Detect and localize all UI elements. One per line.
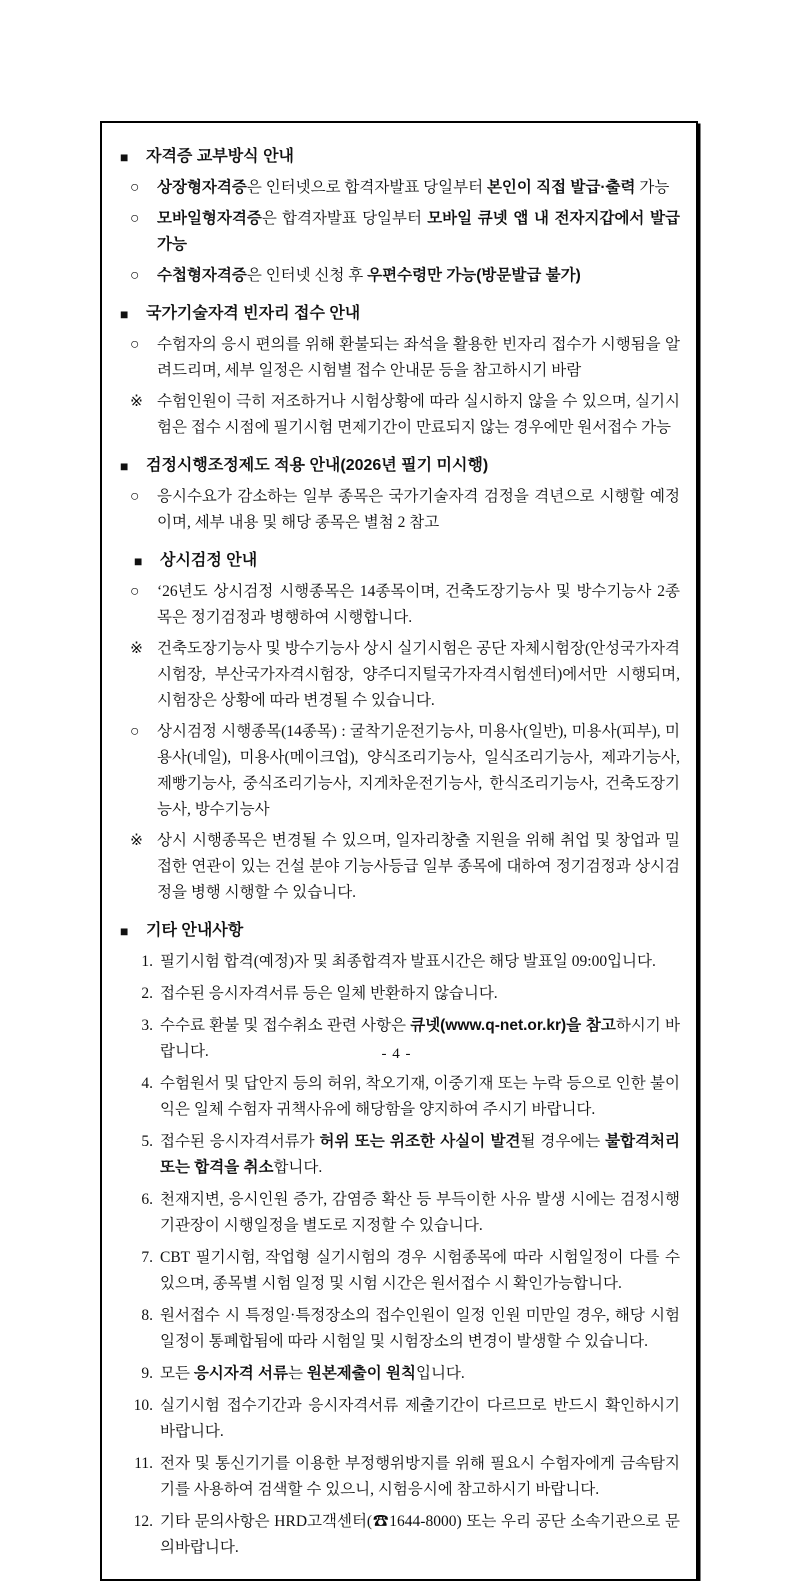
numbered-item <box>120 1071 680 1123</box>
circle-bullet-icon: ○ <box>130 336 140 353</box>
bullet-item <box>120 263 680 289</box>
block-text: 국가기술자격 빈자리 접수 안내 <box>146 305 361 322</box>
block-text: 모든 응시자격 서류는 원본제출이 원칙입니다. <box>160 1365 465 1382</box>
item-number: 10. <box>133 1397 153 1414</box>
block-text: 검정시행조정제도 적용 안내(2026년 필기 미시행) <box>146 457 489 474</box>
reference-mark-icon: ※ <box>130 832 143 849</box>
block-text: 모바일형자격증은 합격자발표 당일부터 모바일 큐넷 앱 내 전자지갑에서 발급 가능 <box>157 210 680 253</box>
numbered-item <box>120 1451 680 1503</box>
reference-mark-icon: ※ <box>130 393 143 410</box>
numbered-item <box>120 949 680 975</box>
block-text: 전자 및 통신기기를 이용한 부정행위방지를 위해 필요시 수험자에게 금속탐지기를 사용하여 검색할 수 있으니, 시험응시에 참고하시기 바랍니다. <box>160 1455 680 1498</box>
block-text: 자격증 교부방식 안내 <box>146 148 294 165</box>
bullet-item <box>120 332 680 384</box>
note-item <box>120 636 680 714</box>
section-heading <box>120 919 680 943</box>
block-text: 상시검정 시행종목(14종목) : 굴착기운전기능사, 미용사(일반), 미용사(피부), 미용사(네일), 미용사(메이크업), 양식조리기능사, 일식조리기능사, 제과기능사, 제빵기능사, 중식조리기능사, 지게차운전기능사, 한식조리기능사, 건축도장기능사, 방수기능사 <box>157 723 680 818</box>
item-number: 12. <box>133 1513 153 1530</box>
section-heading <box>134 549 680 573</box>
circle-bullet-icon: ○ <box>130 179 140 196</box>
square-bullet-icon: ■ <box>134 553 143 569</box>
item-number: 6. <box>141 1191 153 1208</box>
block-text: 실기시험 접수기간과 응시자격서류 제출기간이 다르므로 반드시 확인하시기 바랍니다. <box>160 1397 680 1440</box>
item-number: 9. <box>141 1365 153 1382</box>
numbered-item <box>120 1245 680 1297</box>
note-item <box>120 828 680 906</box>
numbered-item <box>120 1393 680 1445</box>
block-text: 접수된 응시자격서류가 허위 또는 위조한 사실이 발견될 경우에는 불합격처리 또는 합격을 취소합니다. <box>160 1133 681 1176</box>
page-number: - 4 - <box>381 1046 412 1062</box>
numbered-item <box>120 1361 680 1387</box>
circle-bullet-icon: ○ <box>130 267 140 284</box>
section-heading <box>120 145 680 169</box>
numbered-item <box>120 1303 680 1355</box>
square-bullet-icon: ■ <box>120 923 129 939</box>
block-text: CBT 필기시험, 작업형 실기시험의 경우 시험종목에 따라 시험일정이 다를 수 있으며, 종목별 시험 일정 및 시험 시간은 원서접수 시 확인가능합니다. <box>160 1249 680 1292</box>
item-number: 11. <box>134 1455 153 1472</box>
item-number: 7. <box>141 1249 153 1266</box>
bullet-item <box>120 719 680 823</box>
block-text: 상장형자격증은 인터넷으로 합격자발표 당일부터 본인이 직접 발급·출력 가능 <box>157 179 670 196</box>
block-text: ‘26년도 상시검정 시행종목은 14종목이며, 건축도장기능사 및 방수기능사 2종목은 정기검정과 병행하여 시행합니다. <box>157 583 680 626</box>
item-number: 4. <box>141 1075 153 1092</box>
block-text: 기타 안내사항 <box>146 922 244 939</box>
section-heading <box>120 454 680 478</box>
bullet-item <box>120 484 680 536</box>
reference-mark-icon: ※ <box>130 640 143 657</box>
block-text: 수험인원이 극히 저조하거나 시험상황에 따라 실시하지 않을 수 있으며, 실기시험은 접수 시점에 필기시험 면제기간이 만료되지 않는 경우에만 원서접수 가능 <box>157 393 680 436</box>
numbered-item <box>120 1129 680 1181</box>
numbered-item <box>120 1509 680 1561</box>
block-text: 응시수요가 감소하는 일부 종목은 국가기술자격 검정을 격년으로 시행할 예정이며, 세부 내용 및 해당 종목은 별첨 2 참고 <box>157 488 680 531</box>
circle-bullet-icon: ○ <box>130 488 140 505</box>
item-number: 5. <box>141 1133 153 1150</box>
section-heading <box>120 302 680 326</box>
circle-bullet-icon: ○ <box>130 723 140 740</box>
circle-bullet-icon: ○ <box>130 210 140 227</box>
square-bullet-icon: ■ <box>120 149 129 165</box>
square-bullet-icon: ■ <box>120 458 129 474</box>
block-text: 건축도장기능사 및 방수기능사 상시 실기시험은 공단 자체시험장(안성국가자격시험장, 부산국가자격시험장, 양주디지털국가자격시험센터)에서만 시행되며, 시험장은 상황에 따라 변경될 수 있습니다. <box>157 640 680 709</box>
item-number: 3. <box>141 1017 153 1034</box>
item-number: 2. <box>141 985 153 1002</box>
numbered-item <box>120 1187 680 1239</box>
circle-bullet-icon: ○ <box>130 583 140 600</box>
block-text: 접수된 응시자격서류 등은 일체 반환하지 않습니다. <box>160 985 498 1002</box>
block-text: 상시검정 안내 <box>160 552 258 569</box>
block-text: 기타 문의사항은 HRD고객센터(☎1644-8000) 또는 우리 공단 소속기관으로 문의바랍니다. <box>160 1513 680 1556</box>
block-text: 필기시험 합격(예정)자 및 최종합격자 발표시간은 해당 발표일 09:00입니다. <box>160 953 656 970</box>
block-text: 원서접수 시 특정일·특정장소의 접수인원이 일정 인원 미만일 경우, 해당 시험일정이 통폐합됨에 따라 시험일 및 시험장소의 변경이 발생할 수 있습니다. <box>160 1307 680 1350</box>
block-text: 수험원서 및 답안지 등의 허위, 착오기재, 이중기재 또는 누락 등으로 인한 불이익은 일체 수험자 귀책사유에 해당함을 양지하여 주시기 바랍니다. <box>160 1075 680 1118</box>
note-item <box>120 389 680 441</box>
bullet-item <box>120 175 680 201</box>
notice-box <box>100 121 698 1581</box>
square-bullet-icon: ■ <box>120 306 129 322</box>
block-text: 천재지변, 응시인원 증가, 감염증 확산 등 부득이한 사유 발생 시에는 검정시행기관장이 시행일정을 별도로 지정할 수 있습니다. <box>160 1191 680 1234</box>
block-text: 수수료 환불 및 접수취소 관련 사항은 큐넷(www.q-net.or.kr)을 참고하시기 바랍니다. <box>160 1017 680 1060</box>
block-text: 수첩형자격증은 인터넷 신청 후 우편수령만 가능(방문발급 불가) <box>157 267 581 284</box>
numbered-item <box>120 981 680 1007</box>
bullet-item <box>120 206 680 258</box>
item-number: 8. <box>141 1307 153 1324</box>
item-number: 1. <box>141 953 153 970</box>
bullet-item <box>120 579 680 631</box>
block-text: 수험자의 응시 편의를 위해 환불되는 좌석을 활용한 빈자리 접수가 시행됨을 알려드리며, 세부 일정은 시험별 접수 안내문 등을 참고하시기 바람 <box>157 336 680 379</box>
block-text: 상시 시행종목은 변경될 수 있으며, 일자리창출 지원을 위해 취업 및 창업과 밀접한 연관이 있는 건설 분야 기능사등급 일부 종목에 대하여 정기검정과 상시검정을 병행 시행할 수 있습니다. <box>157 832 680 901</box>
